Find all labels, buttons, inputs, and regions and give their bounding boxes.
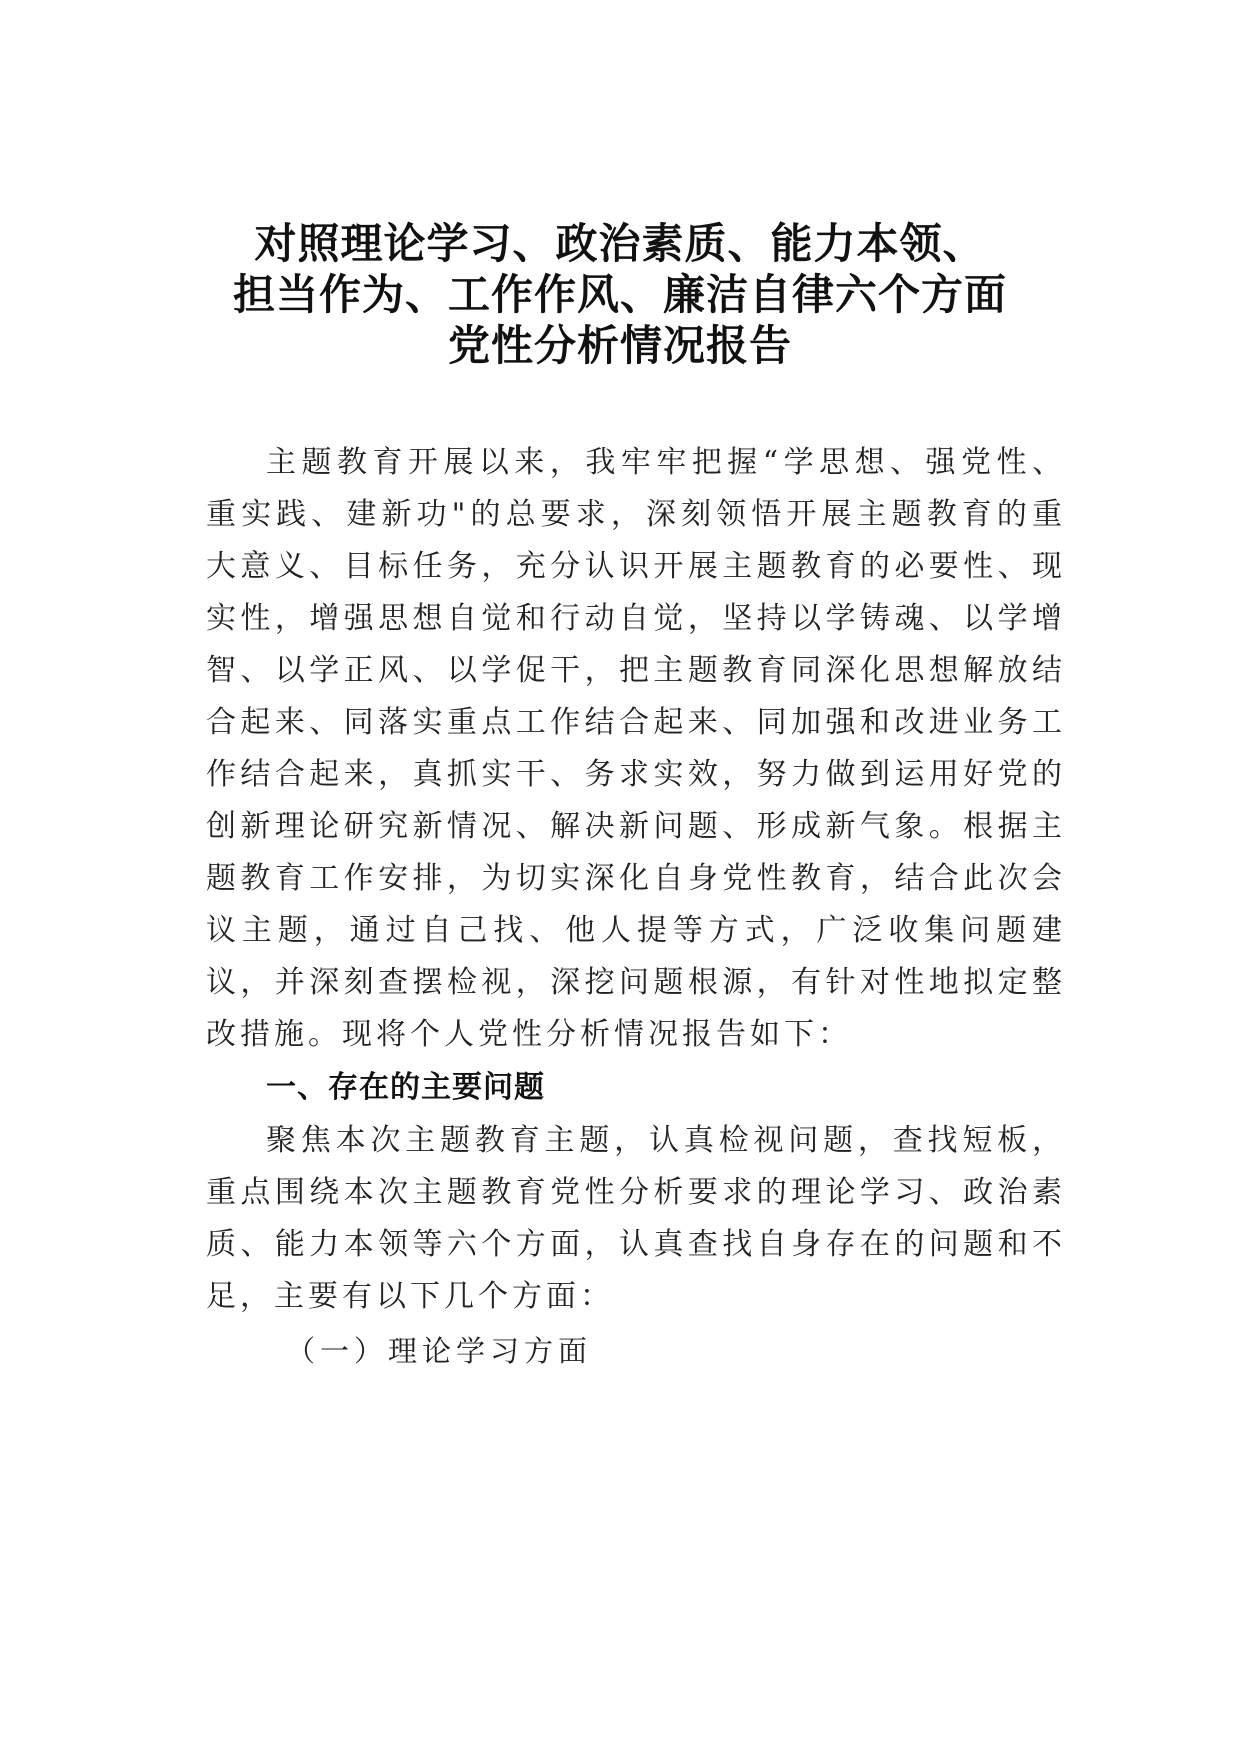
document-title bbox=[120, 218, 1120, 371]
title-line-2: 担当作为、工作作风、廉洁自律六个方面 bbox=[232, 270, 1007, 319]
section-1-paragraph: 聚焦本次主题教育主题，认真检视问题，查找短板，重点围绕本次主题教育党性分析要求的理论学习、政治素质、能力本领等六个方面，认真查找自身存在的问题和不足，主要有以下几个方面： bbox=[206, 1123, 1066, 1314]
section-heading-1: 一、存在的主要问题 bbox=[266, 1070, 545, 1105]
title-line-1: 对照理论学习、政治素质、能力本领、 bbox=[254, 219, 986, 268]
intro-paragraph: 主题教育开展以来，我牢牢把握“学思想、强党性、重实践、建新功"的总要求，深刻领悟开展主题教育的重大意义、目标任务，充分认识开展主题教育的必要性、现实性，增强思想自觉和行动自觉，坚持以学铸魂、以学增智、以学正风、以学促干，把主题教育同深化思想解放结合起来、同落实重点工作结合起来、同加强和改进业务工作结合起来，真抓实干、务求实效，努力做到运用好党的创新理论研究新情况、解决新问题、形成新气象。根据主题教育工作安排，为切实深化自身党性教育，结合此次会议主题，通过自己找、他人提等方式，广泛收集问题建议，并深刻查摆检视，深挖问题根源，有针对性地拟定整改措施。现将个人党性分析情况报告如下： bbox=[206, 445, 1066, 1052]
document-body bbox=[206, 437, 1066, 1379]
title-line-3: 党性分析情况报告 bbox=[447, 321, 792, 370]
subsection-heading-1: （一）理论学习方面 bbox=[286, 1334, 593, 1368]
